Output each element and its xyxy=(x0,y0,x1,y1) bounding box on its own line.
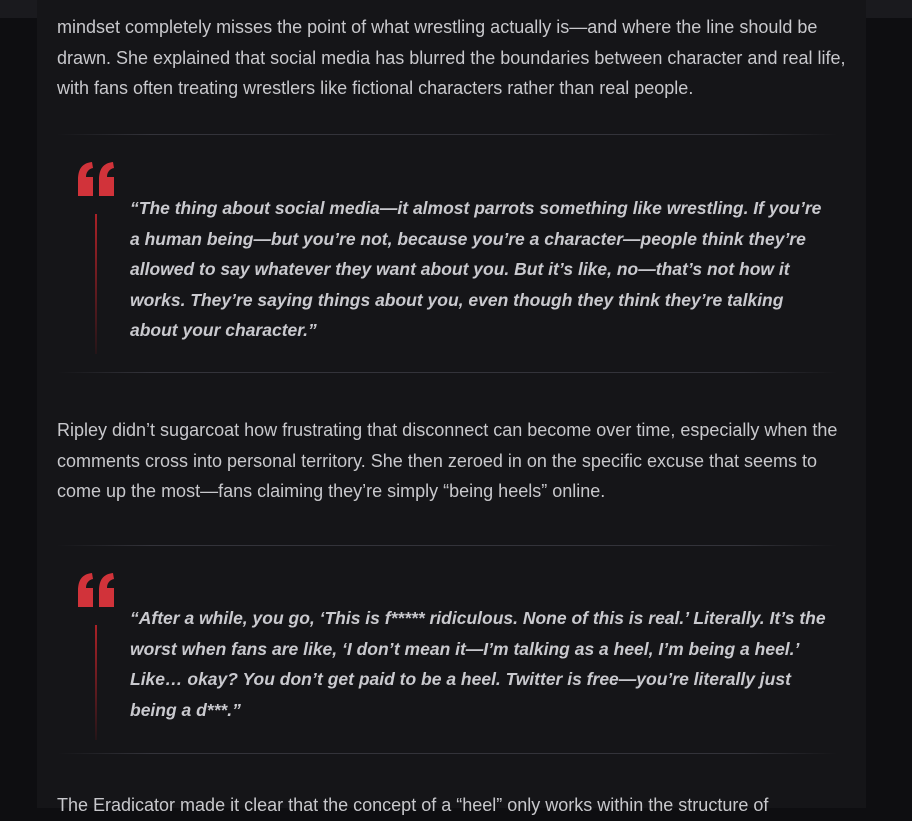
article-paragraph: The Eradicator made it clear that the concept of a “heel” only works within the structure of xyxy=(57,795,769,815)
quote-divider-bottom xyxy=(57,753,837,754)
article-paragraph: mindset completely misses the point of what wrestling actually is—and where the line should be drawn. She explained that social media has blurred the boundaries between character and real life, with fans often treating wrestlers like fictional characters rather than real people. xyxy=(57,17,846,98)
article-paragraph: Ripley didn’t sugarcoat how frustrating that disconnect can become over time, especially when the comments cross into personal territory. She then zeroed in on the specific excuse that seems to come up the most—fans claiming they’re simply “being heels” online. xyxy=(57,420,838,501)
quote-mark-icon xyxy=(78,162,115,196)
quote-mark-icon xyxy=(78,573,115,607)
quote-accent-line xyxy=(95,625,97,740)
quote-accent-line xyxy=(95,214,97,354)
pull-quote: “After a while, you go, ‘This is f***** ridiculous. None of this is real.’ Literally. It’s the worst when fans are like, ‘I don’t mean it—I’m talking as a heel, I’m being a heel.’ Like… okay? You don’t get paid to be a heel. Twitter is free—you’re literally just being a d***.” xyxy=(130,608,826,720)
quote-divider-bottom xyxy=(57,372,837,373)
quote-divider-top xyxy=(57,134,837,135)
pull-quote: “The thing about social media—it almost parrots something like wrestling. If you’re a human being—but you’re not, because you’re a character—people think they’re allowed to say whatever they want about you. But it’s like, no—that’s not how it works. They’re saying things about you, even though they think they’re talking about your character.” xyxy=(130,198,822,340)
quote-divider-top xyxy=(57,545,837,546)
